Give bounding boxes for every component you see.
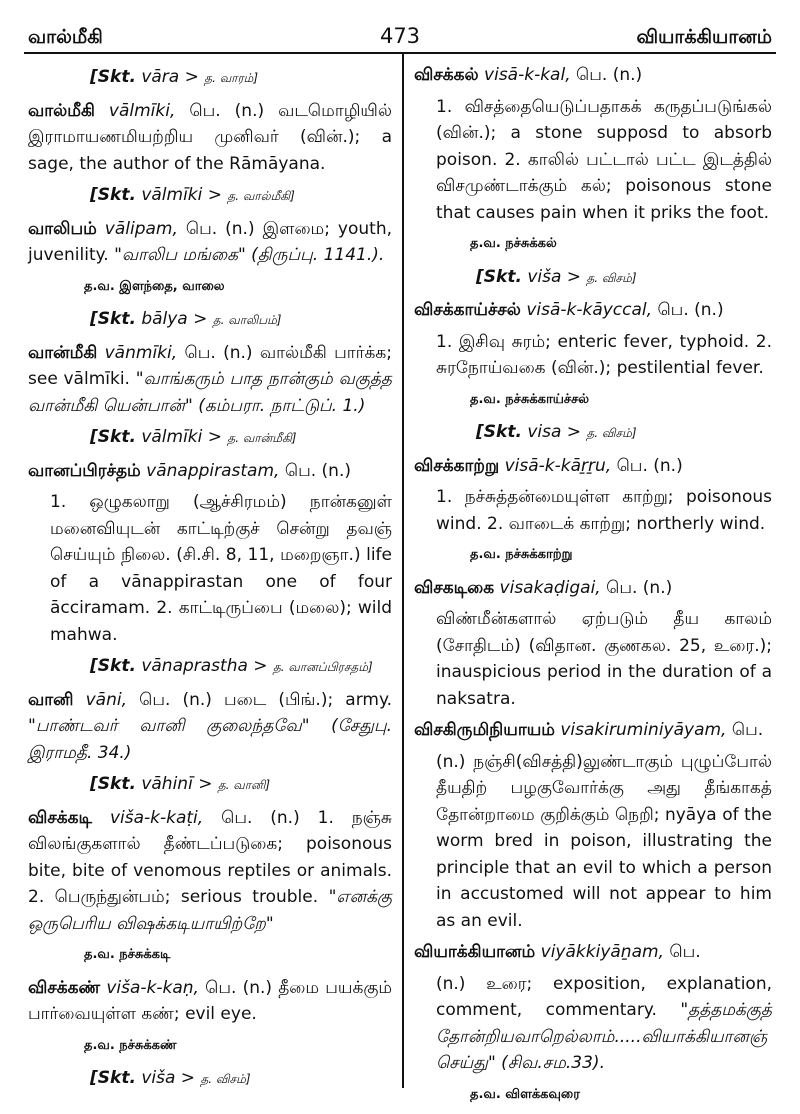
dictionary-entry [414,453,772,480]
left-column [28,62,392,1099]
sanskrit-origin: [Skt. bālya > த. வாலிபம்] [90,309,282,329]
headword: விசக்கடி [28,807,93,828]
definition-block: 1. ஒழுகலாறு (ஆச்சிரமம்) நான்கனுள் மனைவியுடன் காட்டிற்குச் சென்று தவஞ் செய்யும் நிலை. (சி.சி. 8, 11, மறைஞா.) life of a vānappirastan one of four ācciramam. 2. காட்டிருப்பை (மலை); wild mahwa. [50,492,392,645]
transliteration: visakaḍigai, [499,577,601,598]
part-of-speech: பெ. [669,942,701,962]
dictionary-entry [28,687,392,767]
dictionary-entry [414,297,772,324]
definition-block: 1. இசிவு சுரம்; enteric fever, typhoid. 2. சுரநோய்வகை (வின்.); pestilential fever. [436,331,772,378]
transliteration: visā-k-kāyccal, [526,300,653,320]
headword: வியாக்கியானம் [414,942,536,962]
definition: பெ. (n.) தீமை பயக்கும் பார்வையுள்ள கண்; evil eye. [28,977,393,1024]
part-of-speech: பெ. (n.) [616,455,683,476]
part-of-speech: பெ. [731,720,764,740]
citation-quote: "வாலிப மங்கை" (திருப்பு. 1141.). [114,245,385,265]
dictionary-entry [28,805,392,938]
citation-quote: "எனக்கு ஒருபெரிய விஷக்கடியாயிற்றே" [28,887,393,934]
definition: பெ. (n.) இளமை; youth, juvenility. [28,218,392,265]
part-of-speech: பெ. (n.) [606,577,673,598]
transliteration: vālipam, [104,218,178,239]
headword: விசகிருமிநியாயம் [414,720,555,740]
headword: வானி [28,689,74,710]
citation-quote: "தத்தமக்குத் தோன்றியவாறெல்லாம்.....வியாக்கியானஞ் செய்து" (சிவ.சம.33). [436,1000,772,1073]
sanskrit-origin: [Skt. viša > த. விசம்] [90,1068,251,1088]
dictionary-entry [414,717,772,744]
part-of-speech: பெ. (n.) [657,300,724,320]
headword: விசக்காற்று [414,455,500,476]
definition: பெ. (n.) வடமொழியில் இராமாயணமியற்றிய முனிவர் (வின்.); a sage, the author of the Rāmāyana. [28,100,392,174]
citation-quote: "பாண்டவர் வானி குலைந்தவே" (சேதுபு. இராமதீ. 34.) [28,716,392,763]
headword: வானப்பிரச்தம் [28,460,141,481]
sanskrit-origin: [Skt. vālmīki > த. வால்மீகி] [90,185,295,205]
page-number: 473 [379,24,421,48]
sanskrit-origin: [Skt. visa > த. விசம்] [476,422,637,442]
definition-block: (n.) நஞ்சி(விசத்தி)லுண்டாகும் புழுப்போல் தீயதிற் பழகுவோர்க்கு அது தீங்காகத் தோன்றாமை குறிக்கும் நெறி; nyāya of the worm bred in poison, illustrating the principle that an evil to which a person in accustomed will not appear to him as an evil. [436,751,772,931]
page-header [28,16,772,56]
sanskrit-origin: [Skt. vāhinī > த. வானி] [90,774,271,794]
transliteration: visā-k-kal, [484,65,571,85]
definition-block: 1. விசத்தையெடுப்பதாகக் கருதப்படுங்கல் (வின்.); a stone supposd to absorb poison. 2. காலில் பட்டால் பட்ட இடத்தில் விசமுண்டாக்கும் கல்; poisonous stone that causes pain when it priks the foot. [436,96,772,223]
definition: (n.) உரை; exposition, explanation, comment, commentary. [436,973,772,1020]
definition-block: 1. நச்சுத்தன்மையுள்ள காற்று; poisonous wind. 2. வாடைக் காற்று; northerly wind. [436,487,772,534]
headword: வால்மீகி [28,100,95,121]
headword: விசக்காய்ச்சல் [414,300,521,320]
tamil-equivalent: த.வ. நச்சுக்கடி [84,947,171,962]
header-left-guideword: வால்மீகி [28,26,103,48]
dictionary-entry [28,458,392,485]
sanskrit-origin: [Skt. vāra > த. வாரம்] [90,67,259,87]
transliteration: viša-k-kaṭi, [109,807,204,828]
dictionary-entry [28,98,392,178]
transliteration: vāni, [85,689,127,710]
transliteration: visā-k-kāṟṟu, [504,455,612,476]
sanskrit-origin: [Skt. vālmīki > த. வான்மீகி] [90,427,297,447]
tamil-equivalent: த.வ. நச்சுக்காற்று [470,547,573,562]
header-right-guideword: வியாக்கியானம் [636,26,772,48]
definition: பெ. (n.) வால்மீகி பார்க்க; see vālmīki. [28,342,392,389]
definition: பெ. (n.) படை (பிங்.); army. [139,689,393,710]
headword: விசக்கண் [28,977,101,998]
part-of-speech: பெ. (n.) [284,460,351,481]
dictionary-entry [414,575,772,602]
transliteration: vānappirastam, [146,460,280,481]
dictionary-entry [414,62,772,89]
transliteration: viyākkiyāṉam, [540,942,664,962]
dictionary-entry [414,939,772,966]
header-rule [24,52,776,54]
headword: விசகடிகை [414,577,495,598]
part-of-speech: பெ. (n.) [576,65,643,85]
definition-block: விண்மீன்களால் ஏற்படும் தீய காலம் (சோதிடம்) (விதான. குணகல. 25, உரை.); inauspicious period in the duration of a naksatra. [436,609,772,709]
sanskrit-origin: [Skt. vānaprastha > த. வானப்பிரசதம்] [90,656,373,676]
dictionary-entry [28,975,392,1028]
headword: விசக்கல் [414,65,479,85]
definition: பெ. (n.) 1. நஞ்சு விலங்குகளால் தீண்டப்படுகை; poisonous bite, bite of venomous reptiles or animals. 2. பெருந்துன்பம்; serious trouble. [28,807,393,907]
tamil-equivalent: த.வ. இளந்தை, வாலை [84,278,225,294]
transliteration: vānmīki, [104,342,178,363]
tamil-equivalent: த.வ. நச்சுக்கல் [470,236,557,251]
definition-block [414,971,772,1077]
headword: வாலிபம் [28,218,97,239]
column-divider [402,54,404,1088]
transliteration: visakiruminiyāyam, [560,720,727,740]
headword: வான்மீகி [28,342,98,363]
transliteration: viša-k-kaṇ, [106,977,199,998]
citation-quote: "வாங்கரும் பாத நான்கும் வகுத்த வான்மீகி யென்பான்" (கம்பரா. நாட்டுப். 1.) [28,369,393,416]
tamil-equivalent: த.வ. நச்சுக்காய்ச்சல் [470,391,590,407]
tamil-equivalent: த.வ. நச்சுக்கண் [84,1037,177,1053]
sanskrit-origin: [Skt. viša > த. விசம்] [476,266,637,287]
dictionary-entry [28,216,392,269]
transliteration: vālmīki, [108,100,176,121]
right-column [414,62,772,1114]
tamil-equivalent: த.வ. விளக்கவுரை [470,1086,580,1102]
dictionary-entry [28,340,392,420]
